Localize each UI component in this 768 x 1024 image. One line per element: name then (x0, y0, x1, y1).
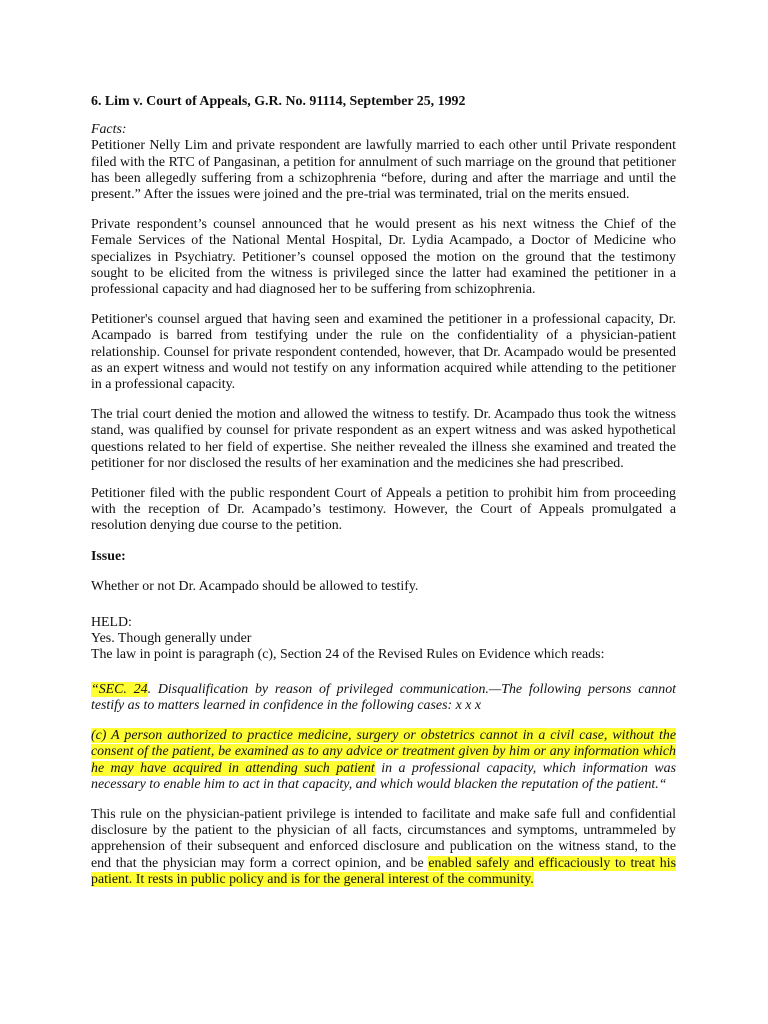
quote-paragraph-c-text: in a professional capacity, which information was necessary to enable him to act in that capacity, and which would blacken the reputation of the patient.“ (91, 760, 676, 792)
quoted-rule-sec24 (91, 682, 676, 714)
issue-label: Issue: (91, 548, 126, 564)
facts-paragraph-1: Petitioner Nelly Lim and private respondent are lawfully married to each other until Private respondent filed with the RTC of Pangasinan, a petition for annulment of such marriage on the ground that petitioner has been allegedly suffering from a schizophrenia “before, during and after the marriage and until the present.” After the issues were joined and the pre-trial was terminated, trial on the merits ensued. (91, 138, 676, 203)
quoted-rule-paragraph-c (91, 728, 676, 793)
ruling-text: This rule on the physician-patient privilege is intended to facilitate and make safe full and confidential disclosure by the patient to the physician of all facts, circumstances and symptoms, untrammeled by apprehension of their subsequent and enforced disclosure and publication on the witness stand, to the end that the physician may form a correct opinion, and be (91, 806, 676, 871)
highlight-sec24: “SEC. 24 (91, 681, 148, 697)
facts-paragraph-2: Private respondent’s counsel announced that he would present as his next witness the Chief of the Female Services of the National Mental Hospital, Dr. Lydia Acampado, a Doctor of Medicine who specializes in Psychiatry. Petitioner’s counsel opposed the motion on the ground that the testimony sought to be elicited from the witness is privileged since the latter had examined the petitioner in a professional capacity and had diagnosed her to be suffering from schizophrenia. (91, 217, 676, 298)
held-line-2: The law in point is paragraph (c), Section 24 of the Revised Rules on Evidence which reads: (91, 647, 605, 663)
highlight-ruling: enabled safely and efficaciously to treat his patient. It rests in public policy and is for the general interest of the community. (91, 855, 677, 887)
quote-sec24-text: . Disqualification by reason of privileged communication.—The following persons cannot testify as to matters learned in confidence in the following cases: x x x (91, 681, 677, 713)
held-label: HELD: (91, 615, 132, 631)
highlight-paragraph-c: (c) A person authorized to practice medicine, surgery or obstetrics cannot in a civil case, without the consent of the patient, be examined as to any advice or treatment given by him or any information which he may have acquired in attending such patient (91, 728, 676, 776)
case-title: 6. Lim v. Court of Appeals, G.R. No. 91114, September 25, 1992 (91, 94, 466, 109)
facts-label: Facts: (91, 122, 127, 138)
held-section (91, 615, 676, 664)
held-line-1: Yes. Though generally under (91, 631, 252, 647)
issue-text: Whether or not Dr. Acampado should be allowed to testify. (91, 578, 419, 594)
facts-paragraph-3: Petitioner's counsel argued that having seen and examined the petitioner in a professional capacity, Dr. Acampado is barred from testifying under the rule on the confidentiality of a physician-patient relationship. Counsel for private respondent contended, however, that Dr. Acampado would be presented as an expert witness and would not testify on any information acquired while attending to the petitioner in a professional capacity. (91, 312, 676, 393)
facts-paragraph-5: Petitioner filed with the public respondent Court of Appeals a petition to prohibit him from proceeding with the reception of Dr. Acampado’s testimony. However, the Court of Appeals promulgated a resolution denying due course to the petition. (91, 486, 676, 534)
facts-paragraph-4: The trial court denied the motion and allowed the witness to testify. Dr. Acampado thus took the witness stand, was qualified by counsel for private respondent as an expert witness and was asked hypothetical questions related to her field of expertise. She neither revealed the illness she examined and treated the petitioner for nor disclosed the results of her examination and the medicines she had prescribed. (91, 407, 676, 471)
ruling-paragraph (91, 807, 676, 888)
